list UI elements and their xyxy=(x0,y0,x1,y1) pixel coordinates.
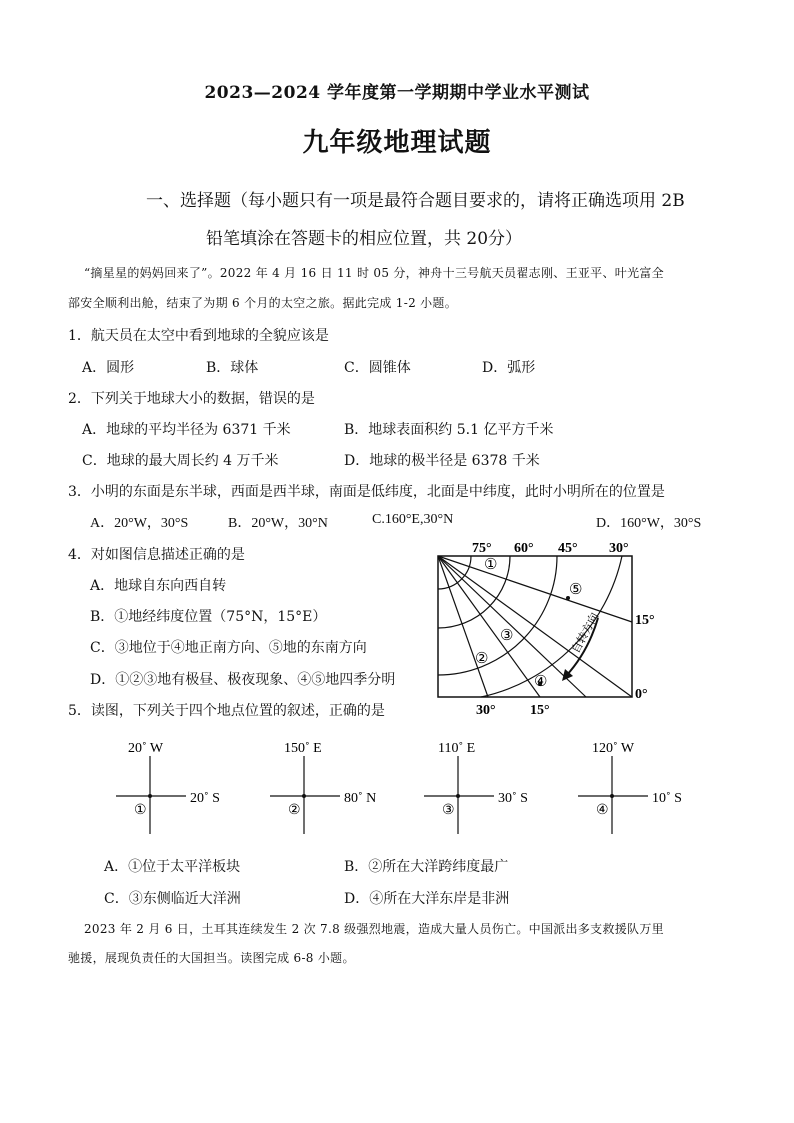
q4-polar-figure xyxy=(430,536,670,720)
q3-option-a: A．20°W，30°S xyxy=(90,516,189,531)
q3-option-b: B．20°W，30°N xyxy=(228,516,328,531)
question-2-stem: 2．下列关于地球大小的数据，错误的是 xyxy=(68,391,315,407)
section-instruction-line1: 一、选择题（每小题只有一项是最符合题目要求的，请将正确选项用 2B xyxy=(146,191,685,211)
bottom-label-30: 30° xyxy=(476,703,496,718)
q5-coordinate-crosses xyxy=(110,732,710,842)
exam-header: 2023—2024 学年度第一学期期中学业水平测试 xyxy=(204,83,590,103)
q4-option-b: B．①地经纬度位置（75°N，15°E） xyxy=(90,609,327,625)
cross-3-lat: 30˚ S xyxy=(498,791,528,806)
q5-option-d: D．④所在大洋东岸是非洲 xyxy=(344,891,510,907)
latitude-arc-45 xyxy=(438,556,557,675)
q4-option-d: D．①②③地有极昼、极夜现象、④⑤地四季分明 xyxy=(90,672,396,688)
top-label-60: 60° xyxy=(514,541,534,556)
q4-option-a: A．地球自东向西自转 xyxy=(90,578,227,594)
question-5-stem: 5．读图，下列关于四个地点位置的叙述，正确的是 xyxy=(68,703,385,719)
q1-option-b: B．球体 xyxy=(206,360,259,376)
q1-option-d: D．弧形 xyxy=(482,360,536,376)
cross-4-num: ④ xyxy=(596,803,609,818)
q4-option-c: C．③地位于④地正南方向、⑤地的东南方向 xyxy=(90,640,367,656)
right-label-15: 15° xyxy=(635,613,655,628)
section-instruction-line2: 铅笔填涂在答题卡的相应位置，共 20分） xyxy=(206,229,523,249)
cross-1 xyxy=(116,741,220,834)
question-1-stem: 1．航天员在太空中看到地球的全貌应该是 xyxy=(68,328,329,344)
question-3-stem: 3．小明的东面是东半球，西面是西半球，南面是低纬度，北面是中纬度，此时小明所在的位置是 xyxy=(68,484,665,500)
rotation-direction-label: 自转方向 xyxy=(570,610,602,656)
cross-1-num: ① xyxy=(134,803,147,818)
latitude-arc-30 xyxy=(481,556,622,697)
cross-4-lat: 10˚ S xyxy=(652,791,682,806)
page-title: 九年级地理试题 xyxy=(302,128,492,158)
point-4-label: ④ xyxy=(534,674,548,690)
q5-option-c: C．③东侧临近大洋洲 xyxy=(104,891,241,907)
cross-2-lon: 150˚ E xyxy=(284,741,322,756)
point-3-label: ③ xyxy=(500,628,514,644)
top-label-45: 45° xyxy=(558,541,578,556)
point-1-label: ① xyxy=(484,557,498,573)
cross-2-lat: 80˚ N xyxy=(344,791,377,806)
cross-3 xyxy=(424,741,528,834)
question-4-stem: 4．对如图信息描述正确的是 xyxy=(68,547,245,563)
top-label-75: 75° xyxy=(472,541,492,556)
q1-option-a: A．圆形 xyxy=(82,360,135,376)
q2-option-d: D．地球的极半径是 6378 千米 xyxy=(344,453,540,469)
q1-option-c: C．圆锥体 xyxy=(344,360,411,376)
cross-4-lon: 120˚ W xyxy=(592,741,635,756)
top-label-30: 30° xyxy=(609,541,629,556)
point-5-label: ⑤ xyxy=(569,582,583,598)
q2-option-a: A．地球的平均半径为 6371 千米 xyxy=(82,422,291,438)
point-2-label: ② xyxy=(475,651,489,667)
cross-1-lon: 20˚ W xyxy=(128,741,164,756)
right-label-0: 0° xyxy=(635,687,648,702)
q3-option-c: C.160°E,30°N xyxy=(372,512,454,527)
cross-3-lon: 110˚ E xyxy=(438,741,476,756)
q5-option-b: B．②所在大洋跨纬度最广 xyxy=(344,859,509,875)
q2-option-c: C．地球的最大周长约 4 万千米 xyxy=(82,453,279,469)
passage-2-line2: 驰援，展现负责任的大国担当。读图完成 6-8 小题。 xyxy=(68,951,355,965)
bottom-label-15: 15° xyxy=(530,703,550,718)
cross-2-num: ② xyxy=(288,803,301,818)
passage-1-line1: “摘星星的妈妈回来了”。2022 年 4 月 16 日 11 时 05 分，神舟十三号航天员翟志刚、王亚平、叶光富全 xyxy=(84,266,664,280)
passage-1-line2: 部安全顺利出舱，结束了为期 6 个月的太空之旅。据此完成 1-2 小题。 xyxy=(68,296,458,310)
passage-2-line1: 2023 年 2 月 6 日，土耳其连续发生 2 次 7.8 级强烈地震，造成大量人员伤亡。中国派出多支救援队万里 xyxy=(84,922,664,936)
cross-1-lat: 20˚ S xyxy=(190,791,220,806)
cross-3-num: ③ xyxy=(442,803,455,818)
cross-4 xyxy=(578,741,682,834)
meridian-15 xyxy=(438,556,632,622)
q2-option-b: B．地球表面积约 5.1 亿平方千米 xyxy=(344,422,554,438)
q5-option-a: A．①位于太平洋板块 xyxy=(104,859,241,875)
cross-2 xyxy=(270,741,376,834)
q3-option-d: D．160°W，30°S xyxy=(596,516,702,531)
